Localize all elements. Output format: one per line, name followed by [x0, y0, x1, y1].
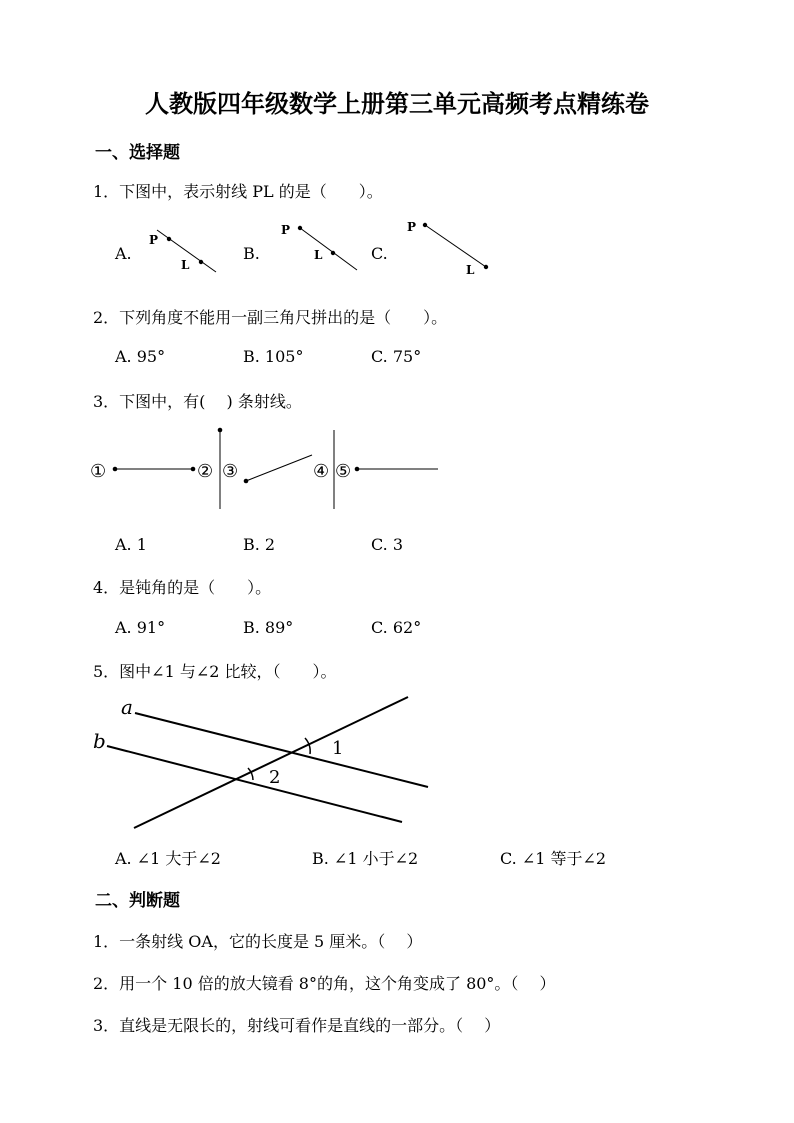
q1-option-b[interactable]: B.: [243, 244, 260, 263]
q5-figure: [0, 690, 794, 840]
q2-option-c[interactable]: C. 75°: [371, 347, 422, 366]
q3-label-1: ①: [90, 461, 107, 482]
q5-option-c[interactable]: C. ∠1 等于∠2: [500, 849, 607, 868]
q3-label-2: ②: [197, 461, 214, 482]
q5-label-b: b: [93, 729, 106, 753]
q1-b-label-p: P: [281, 223, 291, 237]
q2-option-b[interactable]: B. 105°: [243, 347, 304, 366]
page-title: 人教版四年级数学上册第三单元高频考点精练卷: [145, 89, 649, 118]
q1-b-label-l: L: [314, 248, 323, 262]
judgment-question-2: 2．用一个 10 倍的放大镜看 8°的角，这个角变成了 80°。（ ）: [93, 974, 556, 993]
q5-label-angle2: 2: [269, 767, 281, 788]
question-5: 5．图中∠1 与∠2 比较，（ ）。: [93, 662, 337, 681]
q4-option-a[interactable]: A. 91°: [115, 618, 166, 637]
question-2: 2．下列角度不能用一副三角尺拼出的是（ ）。: [93, 308, 448, 327]
q1-figure: [0, 215, 794, 275]
question-3: 3．下图中，有( ) 条射线。: [93, 392, 302, 411]
q5-option-b[interactable]: B. ∠1 小于∠2: [312, 849, 419, 868]
q3-option-a[interactable]: A. 1: [115, 535, 147, 554]
q1-option-a[interactable]: A.: [115, 244, 132, 263]
q1-option-c[interactable]: C.: [371, 244, 388, 263]
q1-a-label-p: P: [149, 233, 159, 247]
q1-figure-a: [149, 230, 216, 272]
q5-option-a[interactable]: A. ∠1 大于∠2: [115, 849, 221, 868]
judgment-question-3: 3．直线是无限长的，射线可看作是直线的一部分。（ ）: [93, 1016, 501, 1035]
section-heading-judgment: 二、判断题: [95, 891, 180, 911]
q3-option-c[interactable]: C. 3: [371, 535, 404, 554]
q5-label-a: a: [121, 695, 133, 719]
q1-a-label-l: L: [181, 258, 190, 272]
q3-option-b[interactable]: B. 2: [243, 535, 276, 554]
q3-label-4: ④: [313, 461, 330, 482]
q1-c-label-l: L: [466, 263, 475, 277]
q3-label-5: ⑤: [335, 461, 352, 482]
q1-figure-c: [407, 220, 488, 277]
judgment-question-1: 1．一条射线 OA，它的长度是 5 厘米。（ ）: [93, 932, 423, 951]
q4-option-b[interactable]: B. 89°: [243, 618, 294, 637]
q1-c-label-p: P: [407, 220, 417, 234]
q5-label-angle1: 1: [332, 738, 344, 759]
question-1: 1．下图中，表示射线 PL 的是（ ）。: [93, 182, 383, 201]
q3-figure: [0, 425, 794, 515]
question-4: 4．是钝角的是（ ）。: [93, 578, 272, 597]
q4-option-c[interactable]: C. 62°: [371, 618, 422, 637]
q2-option-a[interactable]: A. 95°: [115, 347, 166, 366]
q3-label-3: ③: [222, 461, 239, 482]
section-heading-choice: 一、选择题: [95, 143, 180, 163]
q1-figure-b: [281, 223, 357, 270]
